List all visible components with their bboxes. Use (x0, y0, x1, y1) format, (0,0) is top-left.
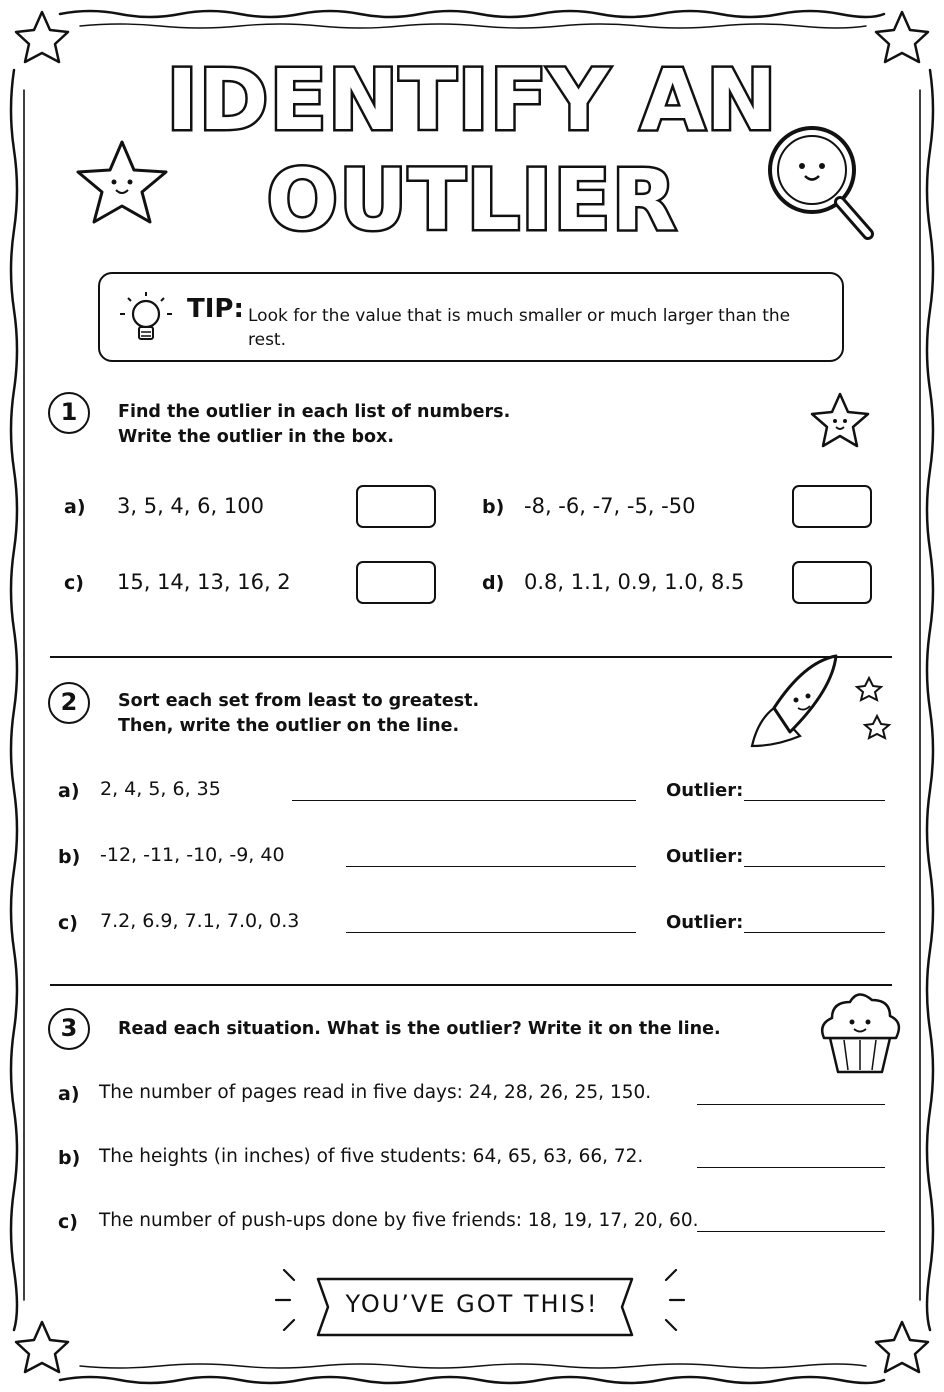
sort-answer-line-2c[interactable] (346, 932, 636, 933)
section1-instruction-line2: Write the outlier in the box. (118, 427, 394, 447)
tip-text: Look for the value that is much smaller or much larger than the rest. (248, 306, 791, 350)
section-divider (50, 984, 892, 986)
answer-box-1a[interactable] (356, 485, 436, 528)
title-line-2: OUTLIER (266, 151, 678, 249)
section2-instruction-line2: Then, write the outlier on the line. (118, 716, 460, 736)
item-label: d) (482, 572, 505, 594)
answer-box-1b[interactable] (792, 485, 872, 528)
sort-answer-line-2a[interactable] (292, 800, 636, 801)
item-label: b) (58, 1147, 81, 1169)
section-number-3: 3 (48, 1008, 90, 1050)
tip-label: TIP: (187, 294, 244, 324)
section-number-2: 2 (48, 682, 90, 724)
section2-instruction-line1: Sort each set from least to greatest. (118, 691, 480, 711)
answer-box-1d[interactable] (792, 561, 872, 604)
item-label: a) (58, 1083, 80, 1105)
sparkle-icon (270, 1262, 320, 1342)
item-label: a) (64, 496, 86, 518)
answer-box-1c[interactable] (356, 561, 436, 604)
number-list: 15, 14, 13, 16, 2 (117, 570, 291, 594)
number-list: 7.2, 6.9, 7.1, 7.0, 0.3 (100, 910, 300, 932)
answer-line-3a[interactable] (697, 1104, 885, 1105)
cupcake-icon (814, 982, 906, 1078)
item-label: c) (58, 912, 78, 934)
outlier-answer-line-2c[interactable] (744, 932, 885, 933)
lightbulb-icon (114, 288, 178, 352)
situation-text: The number of push-ups done by five friends: 18, 19, 17, 20, 60. (99, 1210, 699, 1231)
smiling-star-icon (74, 134, 174, 226)
item-label: b) (58, 846, 81, 868)
number-list: 0.8, 1.1, 0.9, 1.0, 8.5 (524, 570, 745, 594)
situation-text: The heights (in inches) of five students: 64, 65, 63, 66, 72. (99, 1146, 644, 1167)
section3-instruction: Read each situation. What is the outlier? Write it on the line. (118, 1019, 721, 1039)
item-label: c) (64, 572, 84, 594)
rocket-icon (734, 650, 900, 756)
outlier-label: Outlier: (666, 846, 744, 867)
outlier-label: Outlier: (666, 780, 744, 801)
section1-instruction-line1: Find the outlier in each list of numbers. (118, 402, 511, 422)
item-label: a) (58, 780, 80, 802)
answer-line-3c[interactable] (697, 1231, 885, 1232)
title-line-1: IDENTIFY AN (166, 51, 778, 149)
answer-line-3b[interactable] (697, 1167, 885, 1168)
banner-text: YOU’VE GOT THIS! (345, 1290, 599, 1318)
item-label: c) (58, 1211, 78, 1233)
outlier-answer-line-2b[interactable] (744, 866, 885, 867)
item-label: b) (482, 496, 505, 518)
magnifying-glass-icon (762, 118, 882, 248)
sort-answer-line-2b[interactable] (346, 866, 636, 867)
tip-box (98, 272, 844, 362)
number-list: -12, -11, -10, -9, 40 (100, 844, 285, 866)
outlier-answer-line-2a[interactable] (744, 800, 885, 801)
number-list: 3, 5, 4, 6, 100 (117, 494, 264, 518)
number-list: -8, -6, -7, -5, -50 (524, 494, 696, 518)
number-list: 2, 4, 5, 6, 35 (100, 778, 221, 800)
outlier-label: Outlier: (666, 912, 744, 933)
sparkle-icon (640, 1262, 690, 1342)
situation-text: The number of pages read in five days: 24, 28, 26, 25, 150. (99, 1082, 652, 1103)
section-number-1: 1 (48, 392, 90, 434)
small-star-icon (806, 388, 876, 452)
